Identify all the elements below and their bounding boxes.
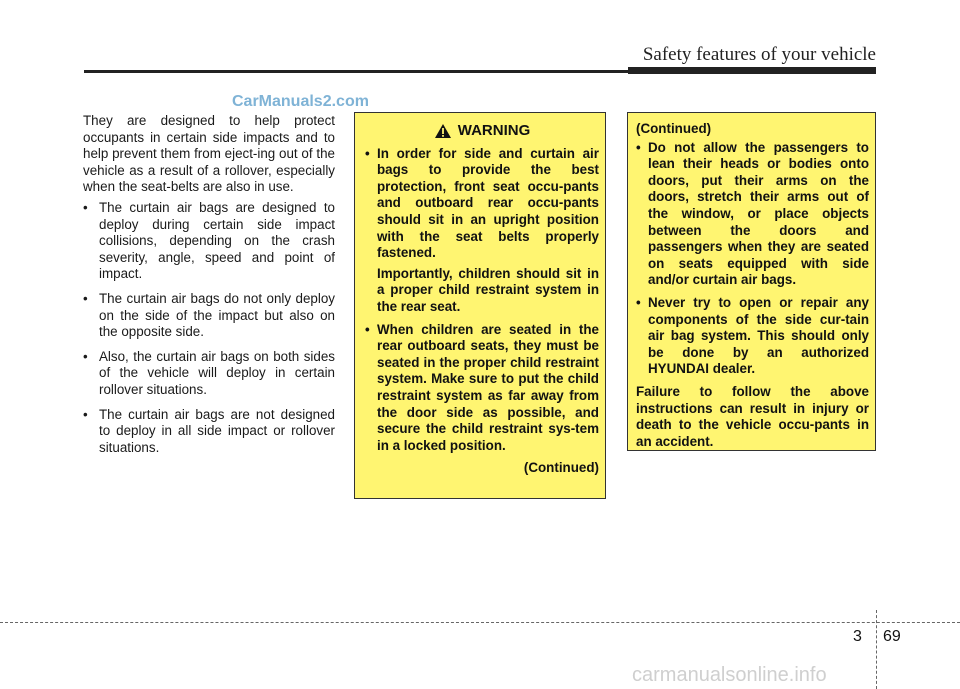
warning-list	[365, 146, 599, 455]
list-item	[83, 291, 335, 341]
list-item	[83, 407, 335, 457]
page-number: 69	[883, 628, 901, 645]
warning-box-continued	[627, 112, 876, 451]
chapter-number: 3	[853, 628, 862, 645]
warning-sub-paragraph: Importantly, children should sit in a proper child restraint system in the rear seat.	[377, 265, 599, 314]
bullet-list	[83, 200, 335, 456]
warning-item	[636, 140, 869, 289]
bullet-icon: •	[636, 139, 641, 155]
warning-item-text: Never try to open or repair any components of the side cur-tain air bag system. This should only be done by an authorized HYUNDAI dealer.	[648, 294, 869, 377]
list-item-text: The curtain air bags are not designed to deploy in all side impact or rollover situations.	[99, 406, 335, 455]
bullet-icon: •	[83, 290, 88, 306]
list-item-text: The curtain air bags do not only deploy on the side of the impact but also on the opposite side.	[99, 290, 335, 340]
footer-rule	[0, 622, 960, 623]
warning-item-text: In order for side and curtain air bags to provide the best protection, front seat occu-pants and outboard rear occu-pants should sit in an upright position with the seat belts properly fastened.	[377, 145, 599, 261]
list-item-text: Also, the curtain air bags on both sides of the vehicle will deploy in certain rollover situations.	[99, 348, 335, 397]
warning-item	[636, 295, 869, 378]
warning-title: WARNING	[457, 122, 531, 139]
warning-item	[365, 322, 599, 455]
warning-item-text: When children are seated in the rear outboard seats, they must be seated in the proper child restraint system. Make sure to put the child restraint system as far away from the door side as possible, and secure the child restraint sys-tem in a locked position.	[377, 321, 599, 453]
intro-paragraph: They are designed to help protect occupants in certain side impacts and to help prevent them from eject-ing out of the vehicle as a result of a rollover, especially when the seat-belts are also in use.	[83, 113, 335, 195]
warning-item-text: Do not allow the passengers to lean their heads or bodies onto doors, put their arms on the doors, stretch their arms out of the window, or place objects between the doors and passengers when they are seated on seats equipped with side and/or curtain air bags.	[648, 139, 869, 288]
list-item	[83, 349, 335, 399]
bullet-icon: •	[83, 348, 88, 364]
continued-label: (Continued)	[636, 121, 712, 136]
list-item	[83, 200, 335, 283]
bullet-icon: •	[83, 406, 88, 422]
warning-triangle-icon	[434, 123, 452, 139]
bullet-icon: •	[636, 294, 641, 310]
warning-header	[365, 123, 599, 140]
list-item-text: The curtain air bags are designed to deploy during certain side impact collisions, depending on the crash severity, angle, speed and point of impact.	[99, 199, 335, 282]
watermark[interactable]: CarManuals2.com	[232, 93, 369, 110]
body-column	[83, 113, 335, 464]
bullet-icon: •	[365, 321, 370, 337]
warning-list	[636, 140, 869, 378]
warning-final-paragraph: Failure to follow the above instructions can result in injury or death to the vehicle occu-pants in an accident.	[636, 383, 869, 449]
footer-watermark[interactable]: carmanualsonline.info	[632, 664, 827, 686]
page-divider	[876, 610, 877, 689]
bullet-icon: •	[83, 199, 88, 215]
header-rule-accent	[628, 67, 876, 74]
continued-label: (Continued)	[523, 460, 599, 476]
section-title: Safety features of your vehicle	[642, 44, 876, 65]
warning-item	[365, 146, 599, 316]
bullet-icon: •	[365, 145, 370, 161]
warning-box	[354, 112, 606, 499]
